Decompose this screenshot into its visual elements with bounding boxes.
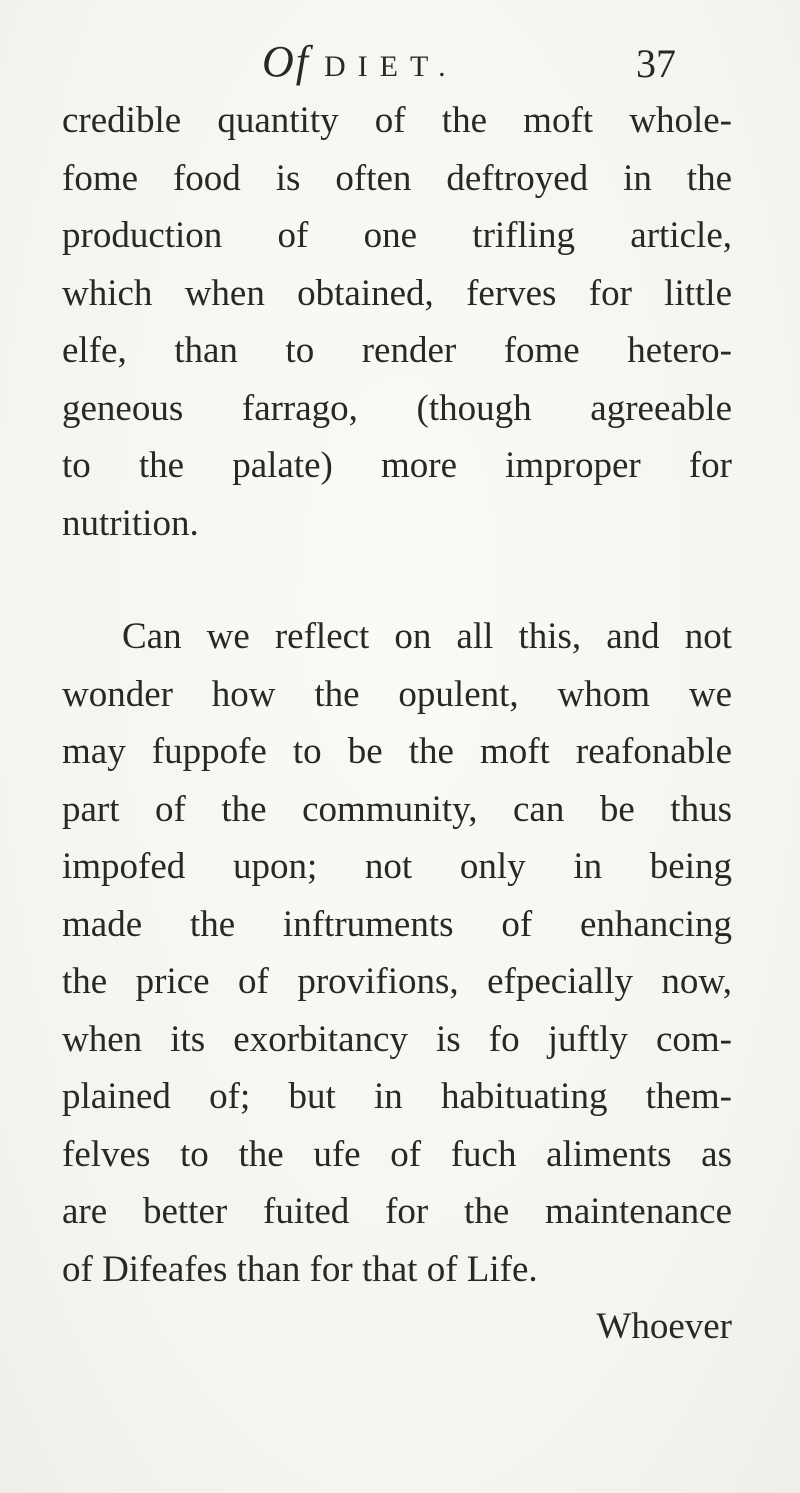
text-line: which when obtained, ferves for little	[62, 272, 732, 314]
running-header	[0, 36, 800, 96]
text-line: wonder how the opulent, whom we	[62, 673, 732, 715]
text-line: felves to the ufe of fuch aliments as	[62, 1133, 732, 1175]
text-line: may fuppofe to be the moft reafonable	[62, 731, 732, 772]
text-line: of Difeafes than for that of Life.	[62, 1248, 538, 1290]
text-line: geneous farrago, (though agreeable	[62, 387, 732, 429]
header-title-caps: DIET.	[324, 50, 458, 83]
text-line: to the palate) more improper for	[62, 445, 732, 486]
text-line: Can we reflect on all this, and not	[122, 616, 732, 657]
text-line: part of the community, can be thus	[62, 788, 732, 830]
paragraph-gap	[62, 552, 732, 608]
paragraph-2	[62, 608, 732, 1298]
text-line: impofed upon; not only in being	[62, 846, 732, 887]
body-text	[62, 92, 732, 1356]
text-line: nutrition.	[62, 502, 199, 544]
text-line: fome food is often deftroyed in the	[62, 157, 732, 199]
header-of: Of	[262, 37, 310, 86]
paragraph-1	[62, 92, 732, 552]
text-line: production of one trifling article,	[62, 215, 732, 256]
text-line: plained of; but in habituating them-	[62, 1076, 732, 1117]
text-line: the price of provifions, efpecially now,	[62, 961, 732, 1002]
header-title	[262, 36, 458, 87]
page-number: 37	[636, 41, 676, 86]
text-line: elfe, than to render fome hetero-	[62, 330, 732, 371]
text-line: are better fuited for the maintenance	[62, 1191, 732, 1232]
catchword: Whoever	[596, 1306, 732, 1347]
text-line: credible quantity of the moft whole-	[62, 100, 732, 141]
text-line: made the inftruments of enhancing	[62, 903, 732, 945]
text-line: when its exorbitancy is fo juftly com-	[62, 1018, 732, 1060]
